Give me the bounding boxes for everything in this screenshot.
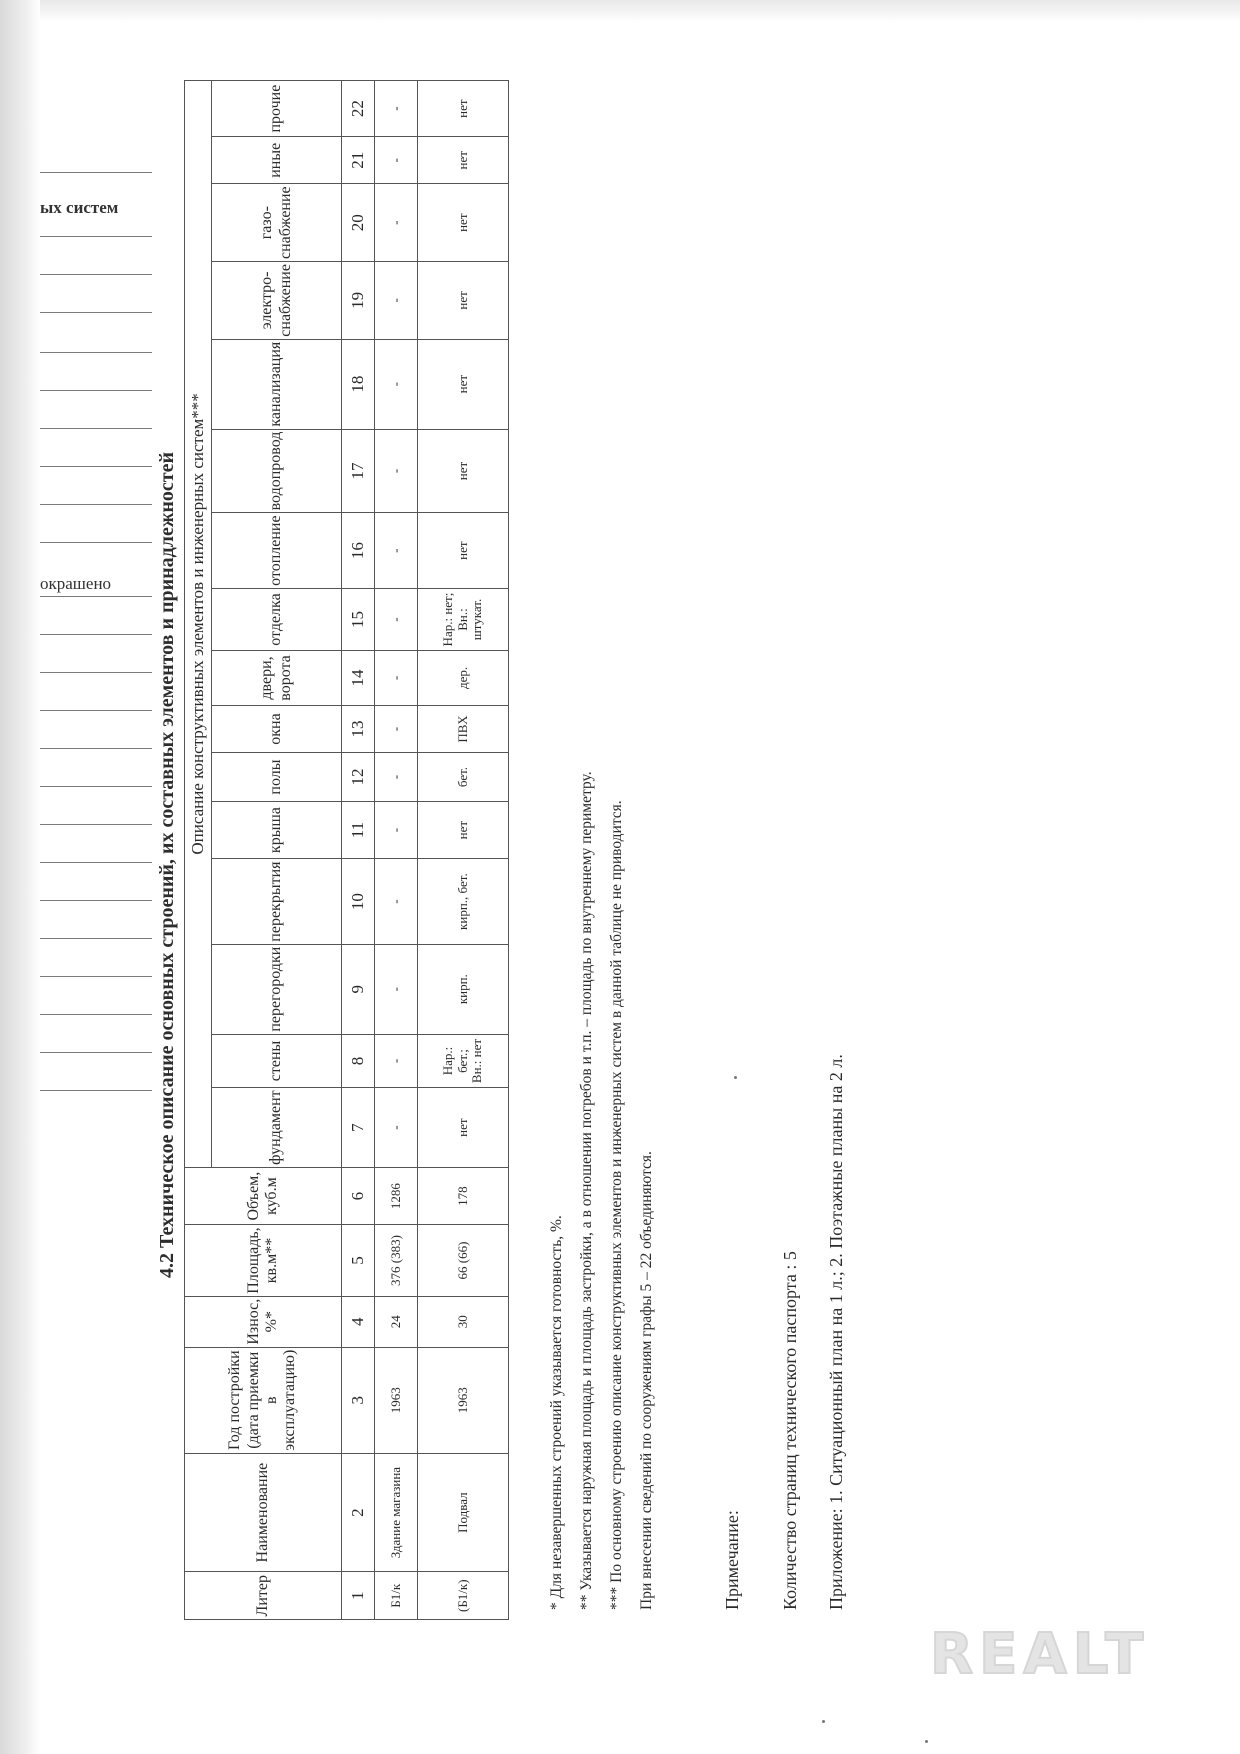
column-number: 17 <box>342 429 375 513</box>
cell-doors: - <box>375 651 418 706</box>
header-partitions: перегородки <box>212 944 342 1034</box>
underlying-rule <box>40 542 152 543</box>
header-floors: полы <box>212 753 342 801</box>
underlying-text-top: ых систем <box>40 198 119 217</box>
header-roof: крыша <box>212 801 342 859</box>
cell-finish: Нар.: нет; Вн.: штукат. <box>418 588 509 650</box>
cell-doors: дер. <box>418 651 509 706</box>
scanner-top-edge <box>40 0 1240 22</box>
cell-litera: (Б1/к) <box>418 1572 509 1620</box>
underlying-rule <box>40 172 152 173</box>
cell-heating: - <box>375 513 418 588</box>
cell-other-eng: - <box>375 137 418 184</box>
cell-windows: - <box>375 705 418 753</box>
scanner-edge <box>0 0 40 1754</box>
underlying-rule <box>40 862 152 863</box>
underlying-rule <box>40 976 152 977</box>
appendix: Приложение: 1. Ситуационный план на 1 л.; 2. Поэтажные планы на 2 л. <box>826 1054 846 1610</box>
underlying-text-mid: окрашено <box>40 574 112 593</box>
cell-foundation: нет <box>418 1088 509 1168</box>
cell-name: Подвал <box>418 1453 509 1572</box>
cell-volume: 178 <box>418 1167 509 1224</box>
underlying-page-fragment <box>40 22 155 1152</box>
footnote-1: * Для незавершенных строений указывается готовность, %. <box>548 1215 565 1610</box>
footnote-3: *** По основному строению описание конструктивных элементов и инженерных систем в данной таблице не приводится. <box>608 800 625 1610</box>
cell-roof: нет <box>418 801 509 859</box>
document-title: 4.2 Техническое описание основных строений, их составных элементов и принадлежностей <box>156 451 178 1279</box>
underlying-rule <box>40 236 152 237</box>
underlying-rule <box>40 900 152 901</box>
column-number: 9 <box>342 944 375 1034</box>
column-number-row <box>342 81 375 1620</box>
rotated-document <box>150 80 910 1720</box>
cell-area: 66 (66) <box>418 1225 509 1296</box>
cell-wear: 30 <box>418 1296 509 1347</box>
footnote-2: ** Указывается наружная площадь и площадь застройки, а в отношении погребов и т.п. – площадь по внутреннему периметру. <box>578 771 595 1610</box>
column-number: 2 <box>342 1453 375 1572</box>
cell-water: нет <box>418 429 509 513</box>
column-number: 7 <box>342 1088 375 1168</box>
cell-other-eng: нет <box>418 137 509 184</box>
header-water: водопровод <box>212 429 342 513</box>
realt-watermark: REALT <box>930 1622 1150 1687</box>
column-number: 19 <box>342 262 375 340</box>
cell-volume: 1286 <box>375 1167 418 1224</box>
header-volume: Объем, куб.м <box>185 1167 342 1224</box>
cell-year: 1963 <box>418 1347 509 1453</box>
footnote-4: При внесении сведений по сооружениям графы 5 – 22 объединяются. <box>638 1151 655 1610</box>
underlying-rule <box>40 824 152 825</box>
column-number: 12 <box>342 753 375 801</box>
header-year: Год постройки (дата приемки в эксплуатацию) <box>185 1347 342 1453</box>
header-finish: отделка <box>212 588 342 650</box>
column-number: 20 <box>342 184 375 262</box>
column-number: 22 <box>342 81 375 137</box>
cell-ceilings: кирп., бет. <box>418 859 509 944</box>
technical-description-table <box>184 80 509 1620</box>
underlying-rule <box>40 274 152 275</box>
cell-ceilings: - <box>375 859 418 944</box>
header-sewer: канализация <box>212 339 342 429</box>
column-number: 13 <box>342 705 375 753</box>
page-count: Количество страниц технического паспорта : 5 <box>780 1251 800 1610</box>
cell-windows: ПВХ <box>418 705 509 753</box>
scan-speck <box>822 1720 825 1723</box>
cell-electric: - <box>375 262 418 340</box>
header-litera: Литер <box>185 1572 342 1620</box>
header-wear: Износ, %* <box>185 1296 342 1347</box>
underlying-rule <box>40 312 152 313</box>
column-number: 21 <box>342 137 375 184</box>
column-number: 8 <box>342 1034 375 1088</box>
header-windows: окна <box>212 705 342 753</box>
column-number: 16 <box>342 513 375 588</box>
column-number: 10 <box>342 859 375 944</box>
header-misc: прочие <box>212 81 342 137</box>
column-number: 3 <box>342 1347 375 1453</box>
column-number: 4 <box>342 1296 375 1347</box>
cell-heating: нет <box>418 513 509 588</box>
header-walls: стены <box>212 1034 342 1088</box>
cell-gas: нет <box>418 184 509 262</box>
cell-partitions: кирп. <box>418 944 509 1034</box>
underlying-rule <box>40 390 152 391</box>
header-ceilings: перекрытия <box>212 859 342 944</box>
column-number: 1 <box>342 1572 375 1620</box>
table-row <box>418 81 509 1620</box>
underlying-rule <box>40 672 152 673</box>
cell-water: - <box>375 429 418 513</box>
cell-finish: - <box>375 588 418 650</box>
header-doors: двери, ворота <box>212 651 342 706</box>
underlying-rule <box>40 466 152 467</box>
cell-walls: Нар.: бет.; Вн.: нет <box>418 1034 509 1088</box>
underlying-rule <box>40 596 152 597</box>
underlying-rule <box>40 748 152 749</box>
cell-gas: - <box>375 184 418 262</box>
cell-name: Здание магазина <box>375 1453 418 1572</box>
column-number: 14 <box>342 651 375 706</box>
underlying-rule <box>40 710 152 711</box>
header-description: Описание конструктивных элементов и инженерных систем*** <box>185 81 212 1168</box>
column-number: 15 <box>342 588 375 650</box>
cell-walls: - <box>375 1034 418 1088</box>
scan-speck <box>925 1740 928 1743</box>
cell-misc: нет <box>418 81 509 137</box>
column-number: 5 <box>342 1225 375 1296</box>
header-foundation: фундамент <box>212 1088 342 1168</box>
header-area: Площадь, кв.м** <box>185 1225 342 1296</box>
underlying-rule <box>40 504 152 505</box>
cell-roof: - <box>375 801 418 859</box>
cell-litera: Б1/к <box>375 1572 418 1620</box>
header-other-eng: иные <box>212 137 342 184</box>
column-number: 18 <box>342 339 375 429</box>
cell-wear: 24 <box>375 1296 418 1347</box>
remark-label: Примечание: <box>722 1510 742 1610</box>
underlying-rule <box>40 938 152 939</box>
underlying-rule <box>40 634 152 635</box>
cell-sewer: нет <box>418 339 509 429</box>
cell-misc: - <box>375 81 418 137</box>
cell-year: 1963 <box>375 1347 418 1453</box>
underlying-rule <box>40 1014 152 1015</box>
scan-speck <box>734 1076 737 1079</box>
underlying-rule <box>40 352 152 353</box>
cell-electric: нет <box>418 262 509 340</box>
header-heating: отопление <box>212 513 342 588</box>
cell-foundation: - <box>375 1088 418 1168</box>
cell-floors: - <box>375 753 418 801</box>
cell-area: 376 (383) <box>375 1225 418 1296</box>
cell-floors: бет. <box>418 753 509 801</box>
underlying-rule <box>40 428 152 429</box>
underlying-rule <box>40 1052 152 1053</box>
underlying-rule <box>40 1090 152 1091</box>
header-name: Наименование <box>185 1453 342 1572</box>
header-electric: электро-снабжение <box>212 262 342 340</box>
column-number: 6 <box>342 1167 375 1224</box>
table-row <box>375 81 418 1620</box>
column-number: 11 <box>342 801 375 859</box>
cell-sewer: - <box>375 339 418 429</box>
cell-partitions: - <box>375 944 418 1034</box>
underlying-rule <box>40 786 152 787</box>
header-gas: газо-снабжение <box>212 184 342 262</box>
